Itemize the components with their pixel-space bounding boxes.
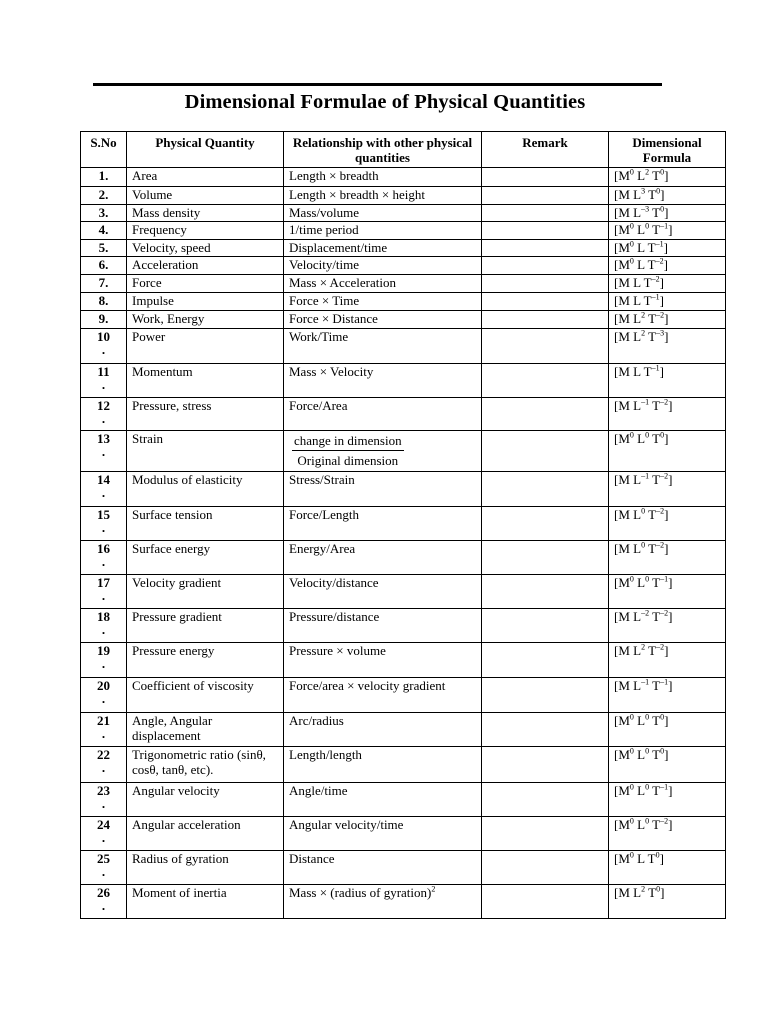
row-sno-dot: . (101, 656, 106, 671)
row-sno-dot: . (101, 864, 106, 879)
row-dimensional-formula: [M $L^0$ $T^{-2}$] (609, 541, 726, 575)
row-sno (81, 187, 127, 205)
row-quantity: Angular acceleration (127, 817, 284, 851)
row-quantity: Surface energy (127, 541, 284, 575)
row-quantity: Pressure energy (127, 643, 284, 678)
header-formula: Dimensional Formula (609, 132, 726, 168)
table-row (81, 747, 726, 783)
row-sno-dot: . (101, 520, 106, 535)
row-sno-text: 3. (98, 205, 109, 220)
row-relationship: Mass × (radius of gyration)$^2$ (284, 885, 482, 919)
table-row (81, 168, 726, 187)
page-title: Dimensional Formulae of Physical Quantities (184, 91, 586, 113)
row-sno-dot: . (101, 411, 106, 426)
row-relationship: Stress/Strain (284, 472, 482, 507)
row-remark (482, 643, 609, 678)
row-quantity: Strain (127, 431, 284, 472)
row-relationship: Length × breadth (284, 168, 482, 187)
row-sno-text: 11 (97, 364, 110, 379)
row-dimensional-formula: [$M^0$ $L^0$ $T^{-2}$] (609, 817, 726, 851)
row-sno-dot: . (101, 796, 106, 811)
strain-fraction (292, 433, 404, 468)
row-quantity: Pressure, stress (127, 398, 284, 431)
table-row (81, 575, 726, 609)
row-sno-dot: . (101, 554, 106, 569)
row-remark (482, 747, 609, 783)
row-relationship: Pressure × volume (284, 643, 482, 678)
row-sno-text: 21 (97, 713, 110, 728)
row-sno (81, 609, 127, 643)
row-remark (482, 293, 609, 311)
table-row (81, 783, 726, 817)
row-sno-dot: . (101, 830, 106, 845)
row-remark (482, 431, 609, 472)
row-remark (482, 398, 609, 431)
row-sno-text: 23 (97, 783, 110, 798)
row-dimensional-formula: [M L $T^{-1}$] (609, 364, 726, 398)
row-relationship: Mass × Velocity (284, 364, 482, 398)
row-dimensional-formula: [M $L^{-2}$ $T^{-2}$] (609, 609, 726, 643)
row-relationship: Length × breadth × height (284, 187, 482, 205)
table-row (81, 507, 726, 541)
row-sno-text: 22 (97, 747, 110, 762)
row-dimensional-formula: [M $L^{-1}$ $T^{-1}$] (609, 678, 726, 713)
header-quantity: Physical Quantity (127, 132, 284, 168)
row-quantity: Angular velocity (127, 783, 284, 817)
table-row (81, 713, 726, 747)
table-row (81, 329, 726, 364)
table-row (81, 293, 726, 311)
row-sno (81, 275, 127, 293)
row-dimensional-formula: [M $L^2$ $T^0$] (609, 885, 726, 919)
table-row (81, 398, 726, 431)
header-remark: Remark (482, 132, 609, 168)
fraction-numerator: change in dimension (292, 433, 404, 451)
header-row (81, 132, 726, 168)
row-relationship: Mass × Acceleration (284, 275, 482, 293)
row-sno (81, 783, 127, 817)
row-sno-dot: . (101, 898, 106, 913)
row-dimensional-formula: [M $L^{-3}$ $T^0$] (609, 205, 726, 222)
table-row (81, 364, 726, 398)
row-dimensional-formula: [M $L^{-1}$ $T^{-2}$] (609, 472, 726, 507)
table-row (81, 609, 726, 643)
table-row (81, 541, 726, 575)
row-remark (482, 713, 609, 747)
row-relationship: Pressure/distance (284, 609, 482, 643)
row-dimensional-formula: [M $L^3$ $T^0$] (609, 187, 726, 205)
row-quantity: Power (127, 329, 284, 364)
row-sno-dot: . (101, 726, 106, 741)
dimensional-formula-table (80, 131, 726, 919)
row-quantity: Radius of gyration (127, 851, 284, 885)
row-dimensional-formula: [$M^0$ $L^0$ $T^0$] (609, 713, 726, 747)
row-sno-text: 1. (98, 168, 109, 183)
row-sno (81, 851, 127, 885)
row-relationship: 1/time period (284, 222, 482, 240)
row-dimensional-formula: [M $L^2$ $T^{-2}$] (609, 643, 726, 678)
row-remark (482, 678, 609, 713)
top-rule (93, 83, 662, 86)
row-relationship: Arc/radius (284, 713, 482, 747)
row-dimensional-formula: [$M^0$ $L^0$ $T^0$] (609, 431, 726, 472)
row-sno-text: 24 (97, 817, 110, 832)
row-relationship: Force/Length (284, 507, 482, 541)
table-row (81, 472, 726, 507)
row-sno-dot: . (101, 377, 106, 392)
row-remark (482, 364, 609, 398)
table-row (81, 817, 726, 851)
row-sno-text: 7. (98, 275, 109, 290)
row-sno (81, 541, 127, 575)
row-sno (81, 817, 127, 851)
row-sno-text: 6. (98, 257, 109, 272)
row-sno-dot: . (101, 444, 106, 459)
row-remark (482, 275, 609, 293)
row-remark (482, 329, 609, 364)
table-row (81, 643, 726, 678)
table-body (81, 168, 726, 919)
row-relationship: Force/area × velocity gradient (284, 678, 482, 713)
row-remark (482, 817, 609, 851)
row-sno-text: 5. (98, 240, 109, 255)
row-dimensional-formula: [M L $T^{-1}$] (609, 293, 726, 311)
row-quantity: Momentum (127, 364, 284, 398)
row-remark (482, 885, 609, 919)
row-remark (482, 507, 609, 541)
row-sno-text: 17 (97, 575, 110, 590)
row-sno-text: 25 (97, 851, 110, 866)
row-relationship: Length/length (284, 747, 482, 783)
row-sno-dot: . (101, 760, 106, 775)
row-sno (81, 222, 127, 240)
row-sno (81, 168, 127, 187)
row-sno (81, 311, 127, 329)
row-quantity: Velocity gradient (127, 575, 284, 609)
row-relationship: Angle/time (284, 783, 482, 817)
row-sno (81, 293, 127, 311)
row-dimensional-formula: [$M^0$ $L^0$ $T^{-1}$] (609, 575, 726, 609)
row-relationship: Force × Distance (284, 311, 482, 329)
row-sno-text: 10 (97, 329, 110, 344)
table-row (81, 851, 726, 885)
table-row (81, 222, 726, 240)
row-remark (482, 311, 609, 329)
row-sno (81, 364, 127, 398)
row-quantity: Coefficient of viscosity (127, 678, 284, 713)
row-sno (81, 240, 127, 257)
row-dimensional-formula: [$M^0$ $L^0$ $T^{-1}$] (609, 222, 726, 240)
row-dimensional-formula: [$M^0$ $L^0$ $T^{-1}$] (609, 783, 726, 817)
row-relationship: Velocity/distance (284, 575, 482, 609)
row-remark (482, 575, 609, 609)
row-sno-text: 8. (98, 293, 109, 308)
header-sno: S.No (81, 132, 127, 168)
row-dimensional-formula: [$M^0$ $L^2$ $T^0$] (609, 168, 726, 187)
row-remark (482, 783, 609, 817)
row-remark (482, 257, 609, 275)
row-remark (482, 222, 609, 240)
row-sno (81, 713, 127, 747)
table-row (81, 885, 726, 919)
row-sno-text: 16 (97, 541, 110, 556)
table-row (81, 311, 726, 329)
row-sno-text: 20 (97, 678, 110, 693)
row-sno-text: 2. (98, 187, 109, 202)
row-quantity: Acceleration (127, 257, 284, 275)
row-sno-text: 12 (97, 398, 110, 413)
table-row (81, 678, 726, 713)
row-quantity: Angle, Angular displacement (127, 713, 284, 747)
row-dimensional-formula: [$M^0$ L $T^0$] (609, 851, 726, 885)
row-relationship: Work/Time (284, 329, 482, 364)
row-sno-text: 15 (97, 507, 110, 522)
row-remark (482, 609, 609, 643)
row-sno-dot: . (101, 691, 106, 706)
row-relationship: Displacement/time (284, 240, 482, 257)
row-dimensional-formula: [$M^0$ L $T^{-2}$] (609, 257, 726, 275)
row-quantity: Surface tension (127, 507, 284, 541)
row-sno (81, 885, 127, 919)
row-sno (81, 257, 127, 275)
row-sno-dot: . (101, 342, 106, 357)
row-relationship: Velocity/time (284, 257, 482, 275)
row-sno (81, 472, 127, 507)
row-sno-text: 19 (97, 643, 110, 658)
row-relationship: Distance (284, 851, 482, 885)
row-sno-dot: . (101, 485, 106, 500)
row-dimensional-formula: [$M^0$ L $T^{-1}$] (609, 240, 726, 257)
row-quantity: Volume (127, 187, 284, 205)
table-row (81, 431, 726, 472)
table-row (81, 240, 726, 257)
row-sno (81, 643, 127, 678)
row-quantity: Velocity, speed (127, 240, 284, 257)
row-relationship (284, 431, 482, 472)
row-remark (482, 851, 609, 885)
row-sno (81, 575, 127, 609)
row-remark (482, 472, 609, 507)
row-quantity: Mass density (127, 205, 284, 222)
row-quantity: Modulus of elasticity (127, 472, 284, 507)
table-row (81, 187, 726, 205)
row-quantity: Moment of inertia (127, 885, 284, 919)
row-quantity: Impulse (127, 293, 284, 311)
row-quantity: Pressure gradient (127, 609, 284, 643)
row-sno-text: 14 (97, 472, 110, 487)
row-relationship: Force × Time (284, 293, 482, 311)
row-dimensional-formula: [M L $T^{-2}$] (609, 275, 726, 293)
row-sno (81, 507, 127, 541)
row-sno-text: 9. (98, 311, 109, 326)
row-relationship: Angular velocity/time (284, 817, 482, 851)
row-quantity: Area (127, 168, 284, 187)
row-sno (81, 329, 127, 364)
row-sno (81, 205, 127, 222)
row-dimensional-formula: [M $L^2$ $T^{-2}$] (609, 311, 726, 329)
row-quantity: Trigonometric ratio (sinθ, cosθ, tanθ, etc). (127, 747, 284, 783)
table-row (81, 275, 726, 293)
header-relationship: Relationship with other physical quantities (284, 132, 482, 168)
row-sno-text: 26 (97, 885, 110, 900)
fraction-denominator: Original dimension (297, 453, 399, 468)
row-remark (482, 541, 609, 575)
table-row (81, 205, 726, 222)
row-relationship: Energy/Area (284, 541, 482, 575)
row-sno-text: 13 (97, 431, 110, 446)
row-sno (81, 678, 127, 713)
row-remark (482, 187, 609, 205)
row-quantity: Force (127, 275, 284, 293)
row-remark (482, 168, 609, 187)
row-remark (482, 240, 609, 257)
row-quantity: Frequency (127, 222, 284, 240)
table-row (81, 257, 726, 275)
row-dimensional-formula: [M $L^0$ $T^{-2}$] (609, 507, 726, 541)
row-relationship: Mass/volume (284, 205, 482, 222)
row-sno-dot: . (101, 588, 106, 603)
row-sno-text: 4. (98, 222, 109, 237)
row-dimensional-formula: [M $L^{-1}$ $T^{-2}$] (609, 398, 726, 431)
row-sno (81, 398, 127, 431)
row-quantity: Work, Energy (127, 311, 284, 329)
row-sno-dot: . (101, 622, 106, 637)
row-sno-text: 18 (97, 609, 110, 624)
row-relationship: Force/Area (284, 398, 482, 431)
row-sno (81, 431, 127, 472)
row-sno (81, 747, 127, 783)
row-dimensional-formula: [M $L^2$ $T^{-3}$] (609, 329, 726, 364)
row-remark (482, 205, 609, 222)
row-dimensional-formula: [$M^0$ $L^0$ $T^0$] (609, 747, 726, 783)
